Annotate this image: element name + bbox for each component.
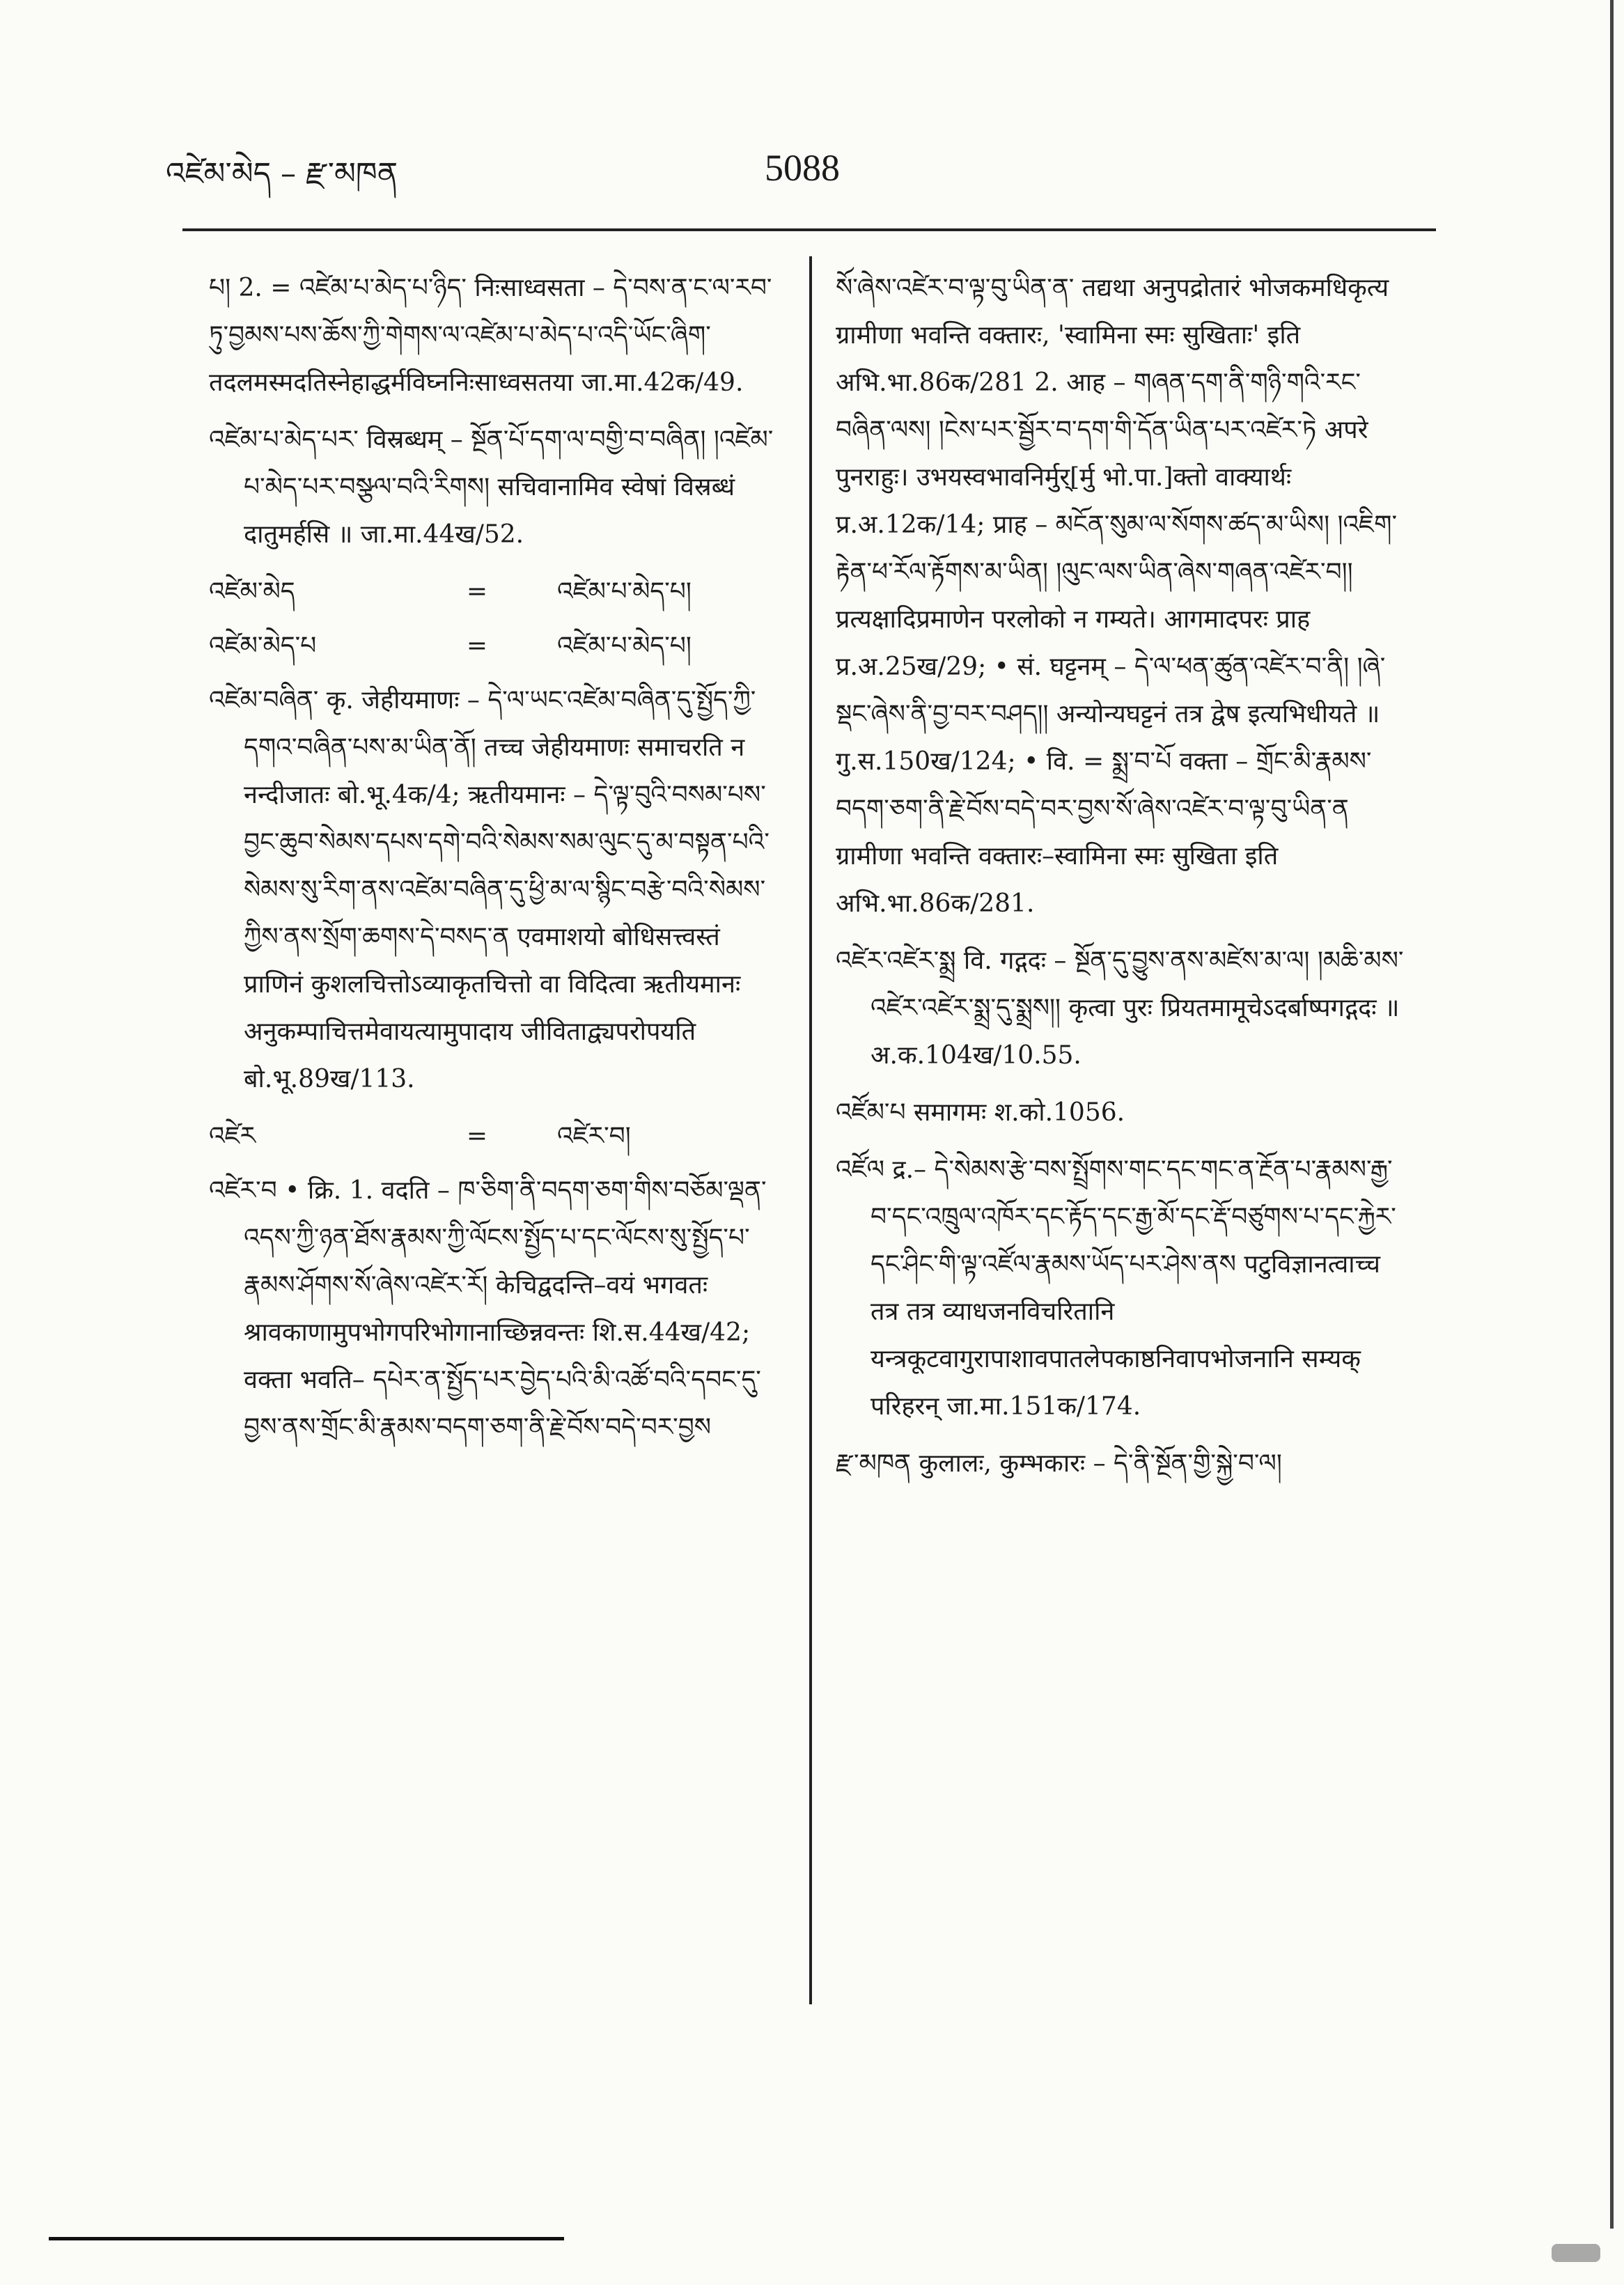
dictionary-entry: འཛོམ་པ समागमः श.को.1056.: [836, 1098, 1125, 1127]
scan-bottom-rule: [49, 2237, 564, 2240]
dictionary-entry: འཛེམ་པ་མེད་པར་ विस्रब्धम् – སྔོན་པོ་དག་ལ་བགྱི་བ་བཞིན། །འཛེམ་པ་མེད་པར་བསྩལ་བའི་རིགས། सचिवानामिव स्वेषां विस्रब्धं दातुमर्हसि ॥ जा.मा.44ख/52.: [209, 426, 774, 549]
running-head: འཛེམ་མེད – རྫ་མཁན: [166, 156, 398, 192]
right-column: [836, 265, 1414, 1497]
xref-equals: =: [466, 632, 488, 660]
cross-reference: [209, 1113, 780, 1160]
dictionary-entry: འཛེར་བ • क्रि. 1. वदति – ཁ་ཅིག་ནི་བདག་ཅག་གིས་བཅོམ་ལྡན་འདས་ཀྱི་ཉན་ཐོས་རྣམས་ཀྱི་ལོངས་སྤྱོད་པ་དང་ལོངས་སུ་སྤྱོད་པ་རྣམས་ཤོགས་སོ་ཞེས་འཛེར་རོ། केचिद्वदन्ति–वयं भगवतः श्रावकाणामुपभोगपरिभोगानाच्छिन्नवन्तः शि.स.44ख/42; वक्ता भवति– དཔེར་ན་སྤྱོད་པར་བྱེད་པའི་མི་འཚོ་བའི་དབང་དུ་བྱས་ནས་གྲོང་མི་རྣམས་བདག་ཅག་ནི་རྗེ་བོས་བདེ་བར་བྱས: [209, 1176, 767, 1442]
cross-reference: [209, 623, 780, 670]
dictionary-entry: འཛེར་འཛེར་སྨྲ वि. गद्गदः – སྔོན་དུ་བྱུས་ནས་མཛེས་མ་ལ། །མཆི་མས་འཛེར་འཛེར་སྨྲ་དུ་སྨྲས།། कृत्वा पुरः प्रियतमामूचेऽदर्बाष्पगद्गदः ॥ अ.क.104ख/10.55.: [836, 946, 1404, 1070]
dictionary-entry: པ། 2. = འཛེམ་པ་མེད་པ་ཉིད་ निःसाध्वसता – དེ་བས་ན་ང་ལ་རབ་ཏུ་བྱམས་པས་ཆོས་ཀྱི་གེགས་ལ་འཛེམ་པ་མེད་པ་འདི་ཡོང་ཞིག་ तदलमस्मदतिस्नेहाद्धर्मविघ्ननिःसाध्वसतया जा.मा.42क/49.: [209, 274, 772, 397]
page-number: 5088: [765, 147, 840, 189]
scan-smudge: [1552, 2244, 1600, 2262]
xref-headword: འཛེམ་མེད་པ: [209, 632, 317, 660]
xref-target: འཛེམ་པ་མེད་པ།: [557, 577, 692, 606]
xref-target: འཛེམ་པ་མེད་པ།: [557, 632, 692, 660]
cross-reference: [209, 568, 780, 616]
left-column: [209, 265, 780, 1461]
dictionary-entry: རྫ་མཁན कुलालः, कुम्भकारः – དེ་ནི་སྔོན་གྱི་སྐྱེ་བ་ལ།: [836, 1449, 1282, 1478]
header-rule: [182, 228, 1436, 231]
dictionary-entry: སོ་ཞེས་འཛེར་བ་ལྟ་བུ་ཡིན་ན་ तद्यथा अनुपद्रोतारं भोजकमधिकृत्य ग्रामीणा भवन्ति वक्तारः, 'स्वामिना स्मः सुखिताः' इति अभि.भा.86क/281 2. आह – གཞན་དག་ནི་གཉི་གའི་རང་བཞིན་ལས། །ངེས་པར་སྦྱོར་བ་དག་གི་དོན་ཡིན་པར་འཛེར་ཏེ अपरे पुनराहुः। उभयस्वभावनिर्मुर्[र्मु भो.पा.]क्तो वाक्यार्थः प्र.अ.12क/14; प्राह – མངོན་སུམ་ལ་སོགས་ཚད་མ་ཡིས། །འཇིག་རྟེན་ཕ་རོལ་རྟོགས་མ་ཡིན། །ལུང་ལས་ཡིན་ཞེས་གཞན་འཛེར་བ།། प्रत्यक्षादिप्रमाणेन परलोको न गम्यते। आगमादपरः प्राह प्र.अ.25ख/29; • सं. घट्टनम् – དེ་ལ་ཕན་ཚུན་འཛེར་བ་ནི། །ཞེ་སྡང་ཞེས་ནི་བྱ་བར་བཤད།། अन्योन्यघट्टनं तत्र द्वेष इत्यभिधीयते ॥ गु.स.150ख/124; • वि. = སྨྲ་བ་པོ वक्ता – གྲོང་མི་རྣམས་བདག་ཅག་ནི་རྗེ་བོས་བདེ་བར་བྱས་སོ་ཞེས་འཛེར་བ་ལྟ་བུ་ཡིན་ན ग्रामीणा भवन्ति वक्तारः–स्वामिना स्मः सुखिता इति अभि.भा.86क/281.: [836, 274, 1398, 918]
scan-edge-line: [1610, 0, 1614, 2229]
xref-headword: འཛེམ་མེད: [209, 577, 295, 606]
dictionary-entry: འཛོལ द्र.– དེ་སེམས་རྩེ་བས་སྤྲོགས་གང་དང་གང་ན་རྔོན་པ་རྣམས་རྒྱ་བ་དང་འཁྲུལ་འཁོར་དང་རྟོད་དང་རྒྱ་མོ་དང་རྡོ་བཙུགས་པ་དང་རྐྱེར་དང་ཤིང་གི་ལྟ་འཛོལ་རྣམས་ཡོད་པར་ཤེས་ནས पटुविज्ञानत्वाच्च तत्र तत्र व्याधजनविचरितानि यन्त्रकूटवागुरापाशावपातलेपकाष्ठनिवापभोजनानि सम्यक् परिहरन् जा.मा.151क/174.: [836, 1155, 1396, 1421]
xref-equals: =: [466, 577, 488, 606]
xref-equals: =: [466, 1122, 488, 1151]
dictionary-entry: འཛེམ་བཞིན་ कृ. जेहीयमाणः – དེ་ལ་ཡང་འཛེམ་བཞིན་དུ་སྤྱོད་ཀྱི་དགའ་བཞིན་པས་མ་ཡིན་ནོ། तच्च जेहीयमाणः समाचरति न नन्दीजातः बो.भू.4क/4; ऋतीयमानः – དེ་ལྟ་བུའི་བསམ་པས་བྱང་ཆུབ་སེམས་དཔས་དགེ་བའི་སེམས་སམ་ལུང་དུ་མ་བསྟན་པའི་སེམས་སུ་རིག་ནས་འཛེམ་བཞིན་དུ་ཕྱི་མ་ལ་སྙིང་བརྩེ་བའི་སེམས་ཀྱིས་ནས་སྲོག་ཆགས་དེ་བསད་ན एवमाशयो बोधिसत्त्वस्तं प्राणिनं कुशलचित्तोऽव्याकृतचित्तो वा विदित्वा ऋतीयमानः अनुकम्पाचित्तमेवायत्यामुपादाय जीविताद्व्यपरोपयति बो.भू.89ख/113.: [209, 686, 770, 1093]
column-divider: [809, 256, 812, 2004]
xref-target: འཛེར་བ།: [557, 1122, 631, 1151]
xref-headword: འཛེར: [209, 1122, 256, 1151]
